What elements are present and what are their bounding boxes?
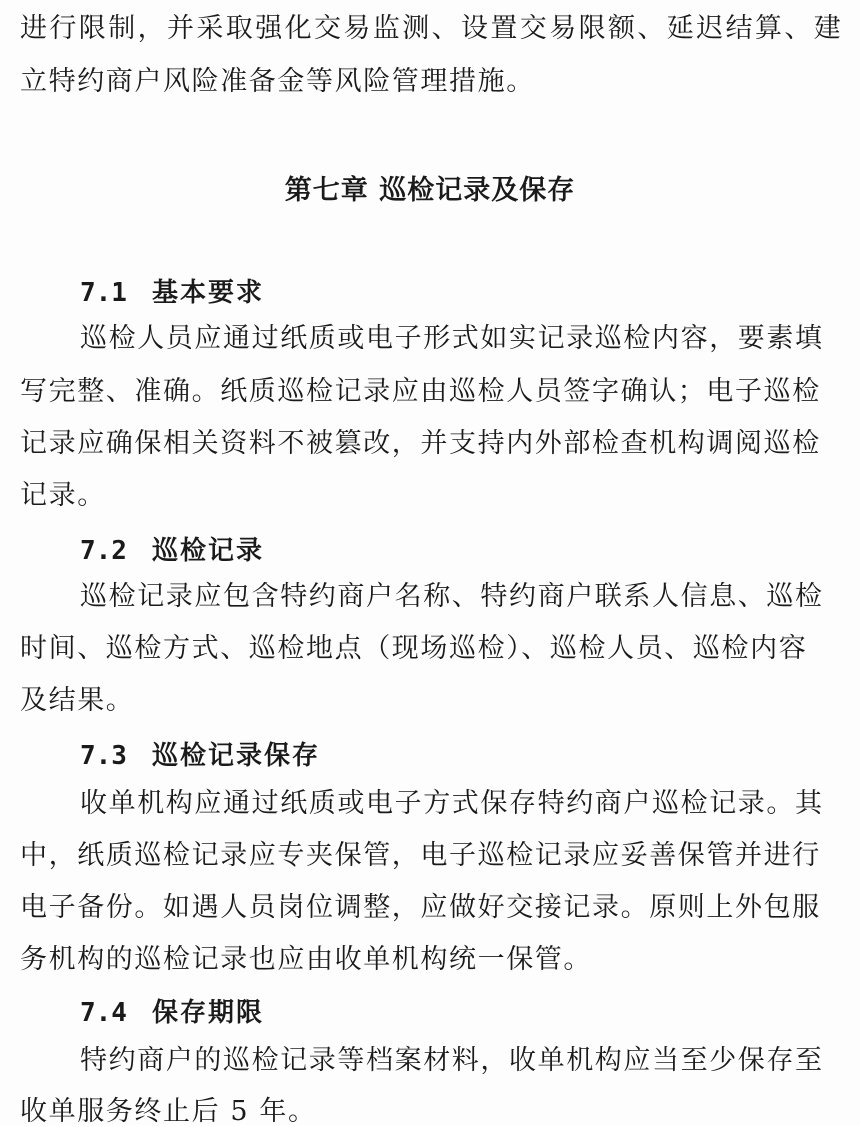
paragraph-line: 收单服务终止后 5 年。 <box>20 1096 317 1127</box>
paragraph-line: 收单机构应通过纸质或电子方式保存特约商户巡检记录。其 <box>80 788 824 819</box>
intro-line-2: 立特约商户风险准备金等风险管理措施。 <box>20 66 535 97</box>
paragraph-line: 务机构的巡检记录也应由收单机构统一保管。 <box>20 944 592 975</box>
paragraph-line: 时间、巡检方式、巡检地点（现场巡检）、巡检人员、巡检内容 <box>20 633 808 664</box>
section-number: 7.1 <box>80 278 127 308</box>
paragraph-line: 电子备份。如遇人员岗位调整，应做好交接记录。原则上外包服 <box>20 892 821 923</box>
chapter-title: 第七章 巡检记录及保存 <box>284 175 576 206</box>
section-number: 7.2 <box>80 536 127 566</box>
paragraph-line: 中，纸质巡检记录应专夹保管，电子巡检记录应妥善保管并进行 <box>20 840 821 871</box>
section-heading-7-3 <box>80 735 320 772</box>
paragraph-line: 巡检记录应包含特约商户名称、特约商户联系人信息、巡检 <box>80 581 824 612</box>
paragraph-line: 记录。 <box>20 480 106 511</box>
section-title: 基本要求 <box>152 278 265 308</box>
paragraph-line: 特约商户的巡检记录等档案材料，收单机构应当至少保存至 <box>80 1045 824 1076</box>
paragraph-line: 写完整、准确。纸质巡检记录应由巡检人员签字确认；电子巡检 <box>20 376 821 407</box>
section-heading-7-1 <box>80 272 264 309</box>
section-heading-7-4 <box>80 992 264 1029</box>
paragraph-line: 及结果。 <box>20 685 135 716</box>
intro-line-1: 进行限制，并采取强化交易监测、设置交易限额、延迟结算、建 <box>20 13 844 44</box>
section-number: 7.4 <box>80 998 127 1028</box>
paragraph-line: 巡检人员应通过纸质或电子形式如实记录巡检内容，要素填 <box>80 323 824 354</box>
section-heading-7-2 <box>80 530 264 567</box>
section-title: 巡检记录 <box>152 536 265 566</box>
section-title: 巡检记录保存 <box>152 741 321 771</box>
paragraph-line: 记录应确保相关资料不被篡改，并支持内外部检查机构调阅巡检 <box>20 428 821 459</box>
section-number: 7.3 <box>80 741 127 771</box>
section-title: 保存期限 <box>152 998 265 1028</box>
